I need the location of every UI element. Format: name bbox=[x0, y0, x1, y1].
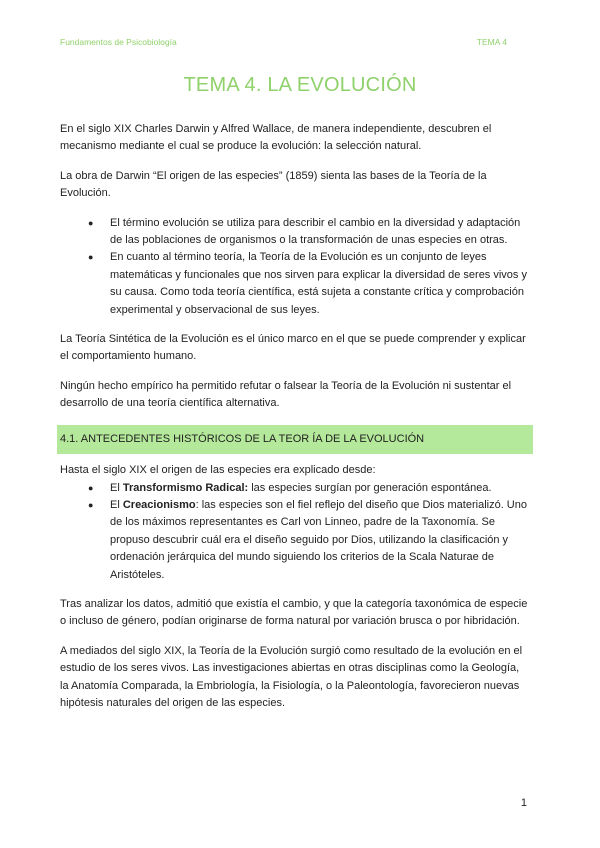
paragraph-synthetic-theory: La Teoría Sintética de la Evolución es el único marco en el que se puede comprender y explicar el comportamiento humano. bbox=[60, 333, 526, 363]
header-topic: TEMA 4 bbox=[476, 37, 507, 47]
paragraph-analysis: Tras analizar los datos, admitió que existía el cambio, y que la categoría taxonómica de especie o incluso de género, podían originarse de forma natural por variación brusca o por hibridación. bbox=[60, 597, 528, 628]
header-course: Fundamentos de Psicobiología bbox=[60, 37, 177, 47]
section-heading: 4.1. ANTECEDENTES HISTÓRICOS DE LA TEOR ÍA DE LA EVOLUCIÓN bbox=[57, 425, 533, 454]
list-item bbox=[60, 497, 530, 584]
list-item-prefix: El bbox=[110, 481, 123, 494]
list-item bbox=[60, 480, 530, 497]
bullet-list-definitions bbox=[60, 215, 530, 319]
bullet-icon: ● bbox=[88, 482, 94, 493]
page-number: 1 bbox=[520, 797, 527, 809]
list-item-text: : las especies son el fiel reflejo del diseño que Dios materializó. Uno de los máximos representantes es Carl von Linneo, padre de la Taxonomía. Se propuso descubrir cuál era el diseño seguido por Dios, utilizando la clasificación y ordenación jerárquica del mundo siguiendo los criterios de la Scala Naturae de Aristóteles. bbox=[110, 498, 527, 581]
list-item-text: En cuanto al término teoría, la Teoría de la Evolución es un conjunto de leyes matemáticas y funcionales que nos sirven para explicar la diversidad de seres vivos y su causa. Como toda teoría científica, está sujeta a constante crítica y comprobación experimental y observacional de sus leyes. bbox=[110, 251, 527, 316]
list-item-text: El término evolución se utiliza para describir el cambio en la diversidad y adaptación de las poblaciones de organismos o la transformación de unas especies en otras. bbox=[110, 216, 521, 247]
bullet-list-origins bbox=[60, 480, 530, 584]
paragraph-intro: En el siglo XIX Charles Darwin y Alfred Wallace, de manera independiente, descubren el mecanismo mediante el cual se produce la evolución: la selección natural. bbox=[60, 123, 492, 153]
list-item bbox=[60, 215, 530, 250]
list-item-term: Creacionismo bbox=[122, 498, 196, 511]
bullet-icon: ● bbox=[88, 217, 94, 228]
paragraph-until-xix: Hasta el siglo XIX el origen de las especies era explicado desde: bbox=[60, 464, 376, 477]
paragraph-empirical: Ningún hecho empírico ha permitido refutar o falsear la Teoría de la Evolución ni sustentar el desarrollo de una teoría científica alternativa. bbox=[60, 379, 512, 410]
document-body bbox=[60, 121, 530, 724]
list-item bbox=[60, 249, 530, 319]
list-item-term: Transformismo Radical: bbox=[122, 481, 249, 494]
bullet-icon: ● bbox=[88, 499, 94, 510]
page-title: TEMA 4. LA EVOLUCIÓN bbox=[183, 74, 417, 96]
bullet-icon: ● bbox=[88, 252, 94, 263]
paragraph-mid-xix: A mediados del siglo XIX, la Teoría de la Evolución surgió como resultado de la evolución en el estudio de los seres vivos. Las investigaciones abiertas en otras disciplinas como la Geología, la Anatomía Comparada, la Embriología, la Fisiología, o la Paleontología, favorecieron nuevas hipótesis naturales del origen de las especies. bbox=[60, 644, 523, 709]
paragraph-darwin: La obra de Darwin “El origen de las especies” (1859) sienta las bases de la Teoría de la Evolución. bbox=[60, 169, 487, 200]
list-item-text: las especies surgían por generación espontánea. bbox=[248, 481, 492, 494]
list-item-prefix: El bbox=[110, 498, 123, 511]
